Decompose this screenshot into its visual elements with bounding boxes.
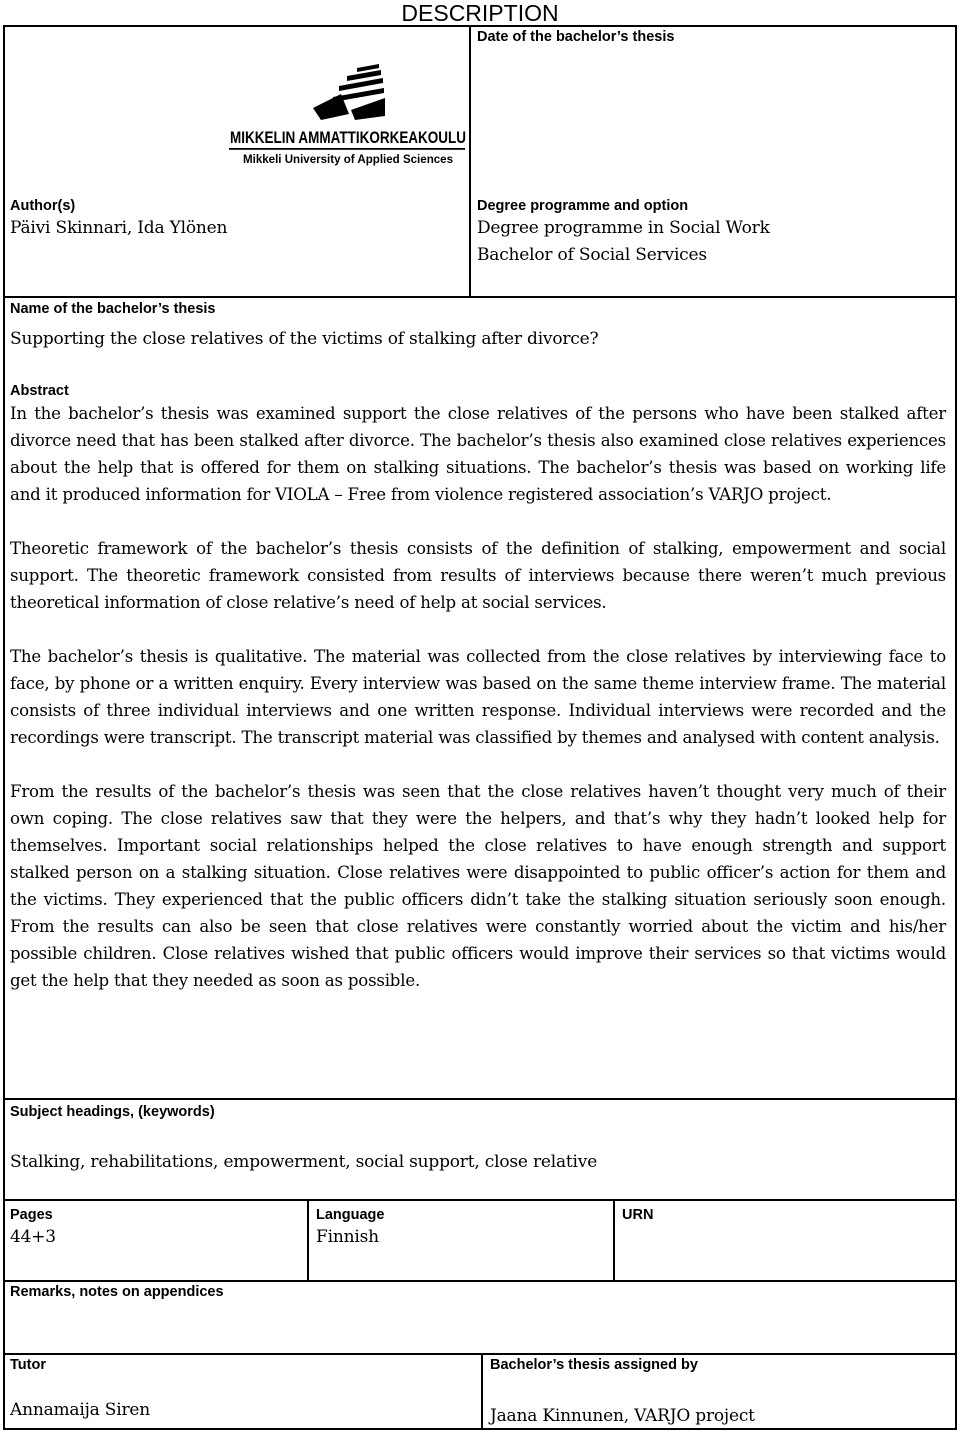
language-label: Language (316, 1207, 385, 1223)
divider-after-remarks (3, 1353, 957, 1355)
logo-name: MIKKELIN AMMATTIKORKEAKOULU (230, 129, 466, 147)
divider-language-urn (613, 1199, 615, 1281)
tutor-label: Tutor (10, 1357, 46, 1373)
abstract-paragraph: Theoretic framework of the bachelor’s thesis consists of the definition of stalking, empowerment and social support. The theoretic framework consisted from results of interviews because there weren’t much previous theoretical information of close relative’s need of help at social services. (10, 539, 946, 612)
degree-line-2: Bachelor of Social Services (477, 245, 707, 265)
author-label: Author(s) (10, 198, 76, 214)
urn-label: URN (622, 1207, 654, 1223)
university-logo (229, 64, 467, 168)
divider-pages-language (307, 1199, 309, 1281)
form-border-top (3, 25, 957, 27)
form-border-bottom (3, 1428, 957, 1430)
abstract-paragraph: From the results of the bachelor’s thesis was seen that the close relatives haven’t thought very much of their own coping. The close relatives saw that they were the helpers, and that’s why they hadn’t looked help for themselves. Important social relationships helped the close relatives to have enough strength and support stalked person on a stalking situation. Close relatives were disappointed to public officer’s action for them and the victims. They experienced that the public officers didn’t take the stalking situation seriously soon enough. From the results can also be seen that close relatives were constantly worried about the victim and his/her possible children. Close relatives wished that public officers would improve their services so that victims would get the help that they needed as soon as possible. (10, 782, 946, 990)
keywords-label: Subject headings, (keywords) (10, 1104, 215, 1120)
abstract-label: Abstract (10, 383, 69, 399)
language-value: Finnish (316, 1227, 379, 1247)
logo-subtitle: Mikkeli University of Applied Sciences (243, 152, 454, 166)
form-border-left (3, 25, 5, 1430)
divider-after-keywords (3, 1199, 957, 1201)
tutor-value: Annamaija Siren (10, 1400, 151, 1420)
abstract-paragraph: The bachelor’s thesis is qualitative. The material was collected from the close relatives by interviewing face to face, by phone or a written enquiry. Every interview was based on the same theme interview frame. The material consists of three individual interviews and one written response. Individual interviews were recorded and the recordings were transcript. The transcript material was classified by themes and analysed with content analysis. (10, 647, 946, 747)
date-label: Date of the bachelor’s thesis (477, 29, 675, 45)
thesis-name-label: Name of the bachelor’s thesis (10, 301, 216, 317)
divider-after-degree (3, 296, 957, 298)
author-value: Päivi Skinnari, Ida Ylönen (10, 218, 228, 238)
divider-top-section (469, 25, 471, 297)
degree-line-1: Degree programme in Social Work (477, 218, 770, 238)
page-title: DESCRIPTION (401, 0, 559, 26)
university-logo-mark (229, 64, 467, 168)
divider-tutor-assigned (481, 1353, 483, 1430)
abstract-body (10, 400, 946, 1021)
pages-label: Pages (10, 1207, 53, 1223)
assigned-by-value: Jaana Kinnunen, VARJO project (490, 1406, 755, 1426)
divider-after-abstract (3, 1098, 957, 1100)
divider-after-pages (3, 1280, 957, 1282)
abstract-paragraph: In the bachelor’s thesis was examined support the close relatives of the persons who have been stalked after divorce need that has been stalked after divorce. The bachelor’s thesis also examined close relatives experiences about the help that is offered for them on stalking situations. The bachelor’s thesis was based on working life and it produced information for VIOLA – Free from violence registered association’s VARJO project. (10, 404, 946, 504)
degree-label: Degree programme and option (477, 198, 689, 214)
thesis-name-value: Supporting the close relatives of the victims of stalking after divorce? (10, 329, 599, 349)
keywords-value: Stalking, rehabilitations, empowerment, social support, close relative (10, 1152, 598, 1172)
remarks-label: Remarks, notes on appendices (10, 1284, 224, 1300)
assigned-by-label: Bachelor’s thesis assigned by (490, 1357, 698, 1373)
form-border-right (955, 25, 957, 1430)
pages-value: 44+3 (10, 1227, 56, 1247)
